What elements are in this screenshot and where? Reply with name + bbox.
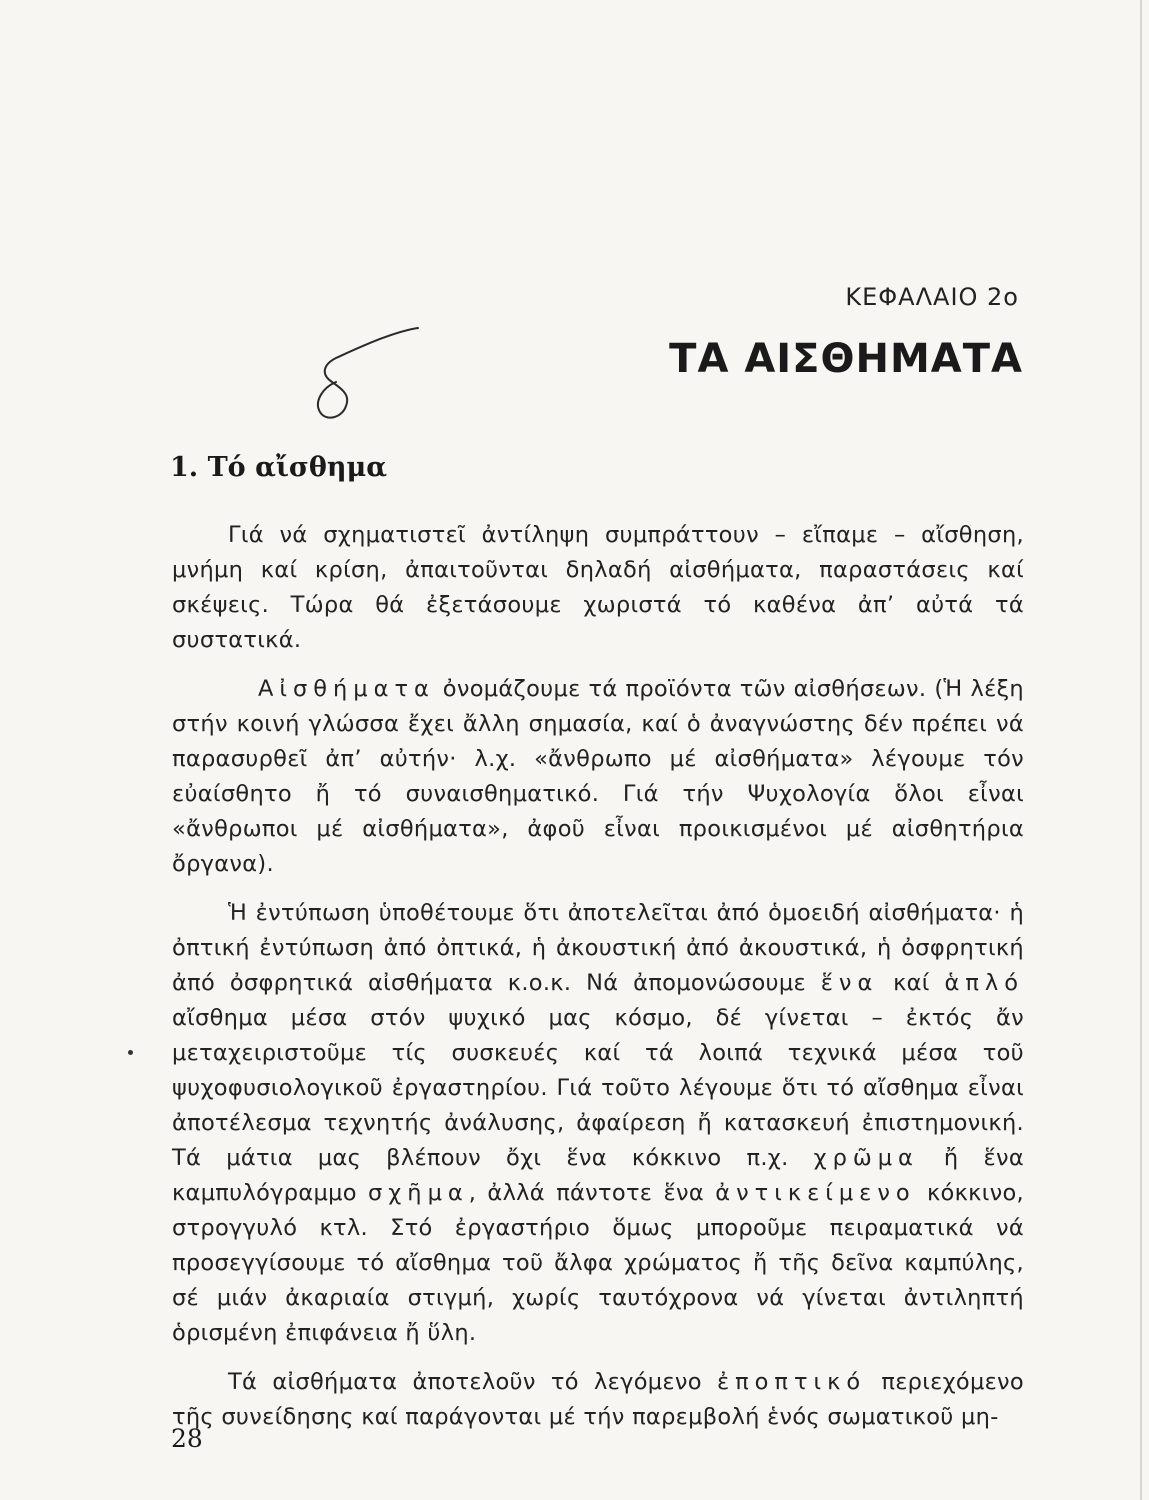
paragraph-2	[172, 672, 1024, 882]
paragraph-3-text-c: καί	[878, 970, 945, 996]
page-number: 28	[171, 1424, 203, 1453]
paragraph-4-text-a: Τά αἰσθήματα ἀποτελοῦν τό λεγόμενο	[228, 1369, 717, 1395]
paragraph-3-text-e: αἴσθημα μέσα στόν ψυχικό μας κόσμο, δέ γίνεται – ἐκτός ἄν μεταχειριστοῦμε τίς συσκευές καί τά λοιπά τεχνικά μέσα τοῦ ψυχοφυσιολογικοῦ ἐργαστηρίου. Γιά τοῦτο λέγουμε ὅτι τό αἴσθημα εἶναι ἀποτέλεσμα τεχνητής ἀνάλυσης, ἀφαίρεση ἤ κατασκευή ἐπιστημονική. Τά μάτια μας βλέπουν ὄχι ἕνα κόκκινο π.χ.	[172, 1005, 1024, 1171]
chapter-title: ΤΑ ΑΙΣΘΗΜΑΤΑ	[669, 336, 1023, 382]
paragraph-3-text-a: Ἡ ἐντύπωση ὑποθέτουμε ὅτι ἀποτελεῖται ἀπό ὁμοειδή αἰσθήματα· ἡ ὀπτική ἐντύπωση ἀπό ὀπτικά, ἡ ἀκουστική ἀπό ἀκουστικά, ἡ ὀσφρητική ἀπό ὀσφρητικά αἰσθήματα κ.ο.κ. Νά ἀπομονώσουμε	[172, 900, 1024, 996]
emphasis-schima: σχῆμα	[368, 1180, 469, 1206]
paragraph-1: Γιά νά σχηματιστεῖ ἀντίληψη συμπράττουν – εἴπαμε – αἴσθηση, μνήμη καί κρίση, ἀπαιτοῦνται δηλαδή αἰσθήματα, παραστάσεις καί σκέψεις. Τώρα θά ἐξετάσουμε χωριστά τό καθένα ἀπ’ αὐτά τά συστατικά.	[172, 522, 1024, 653]
emphasis-aplo: ἁπλό	[944, 970, 1024, 996]
paragraph-3	[172, 896, 1024, 1351]
paragraph-4-text-c: περιεχόμενο τῆς συνείδησης καί παράγονται μέ τήν παρεμβολή ἑνός σωματικοῦ μη-	[172, 1369, 1024, 1430]
emphasis-ena: ἕνα	[820, 970, 879, 996]
paragraph-3-text-k: κόκκινο, στρογγυλό κτλ. Στό ἐργαστήριο ὅμως μποροῦμε πειραματικά νά προσεγγίσουμε τό αἴσθημα τοῦ ἄλφα χρώματος ἤ τῆς δεῖνα καμπύλης, σέ μιάν ἀκαριαία στιγμή, χωρίς ταυτόχρονα νά γίνεται ἀντιληπτή ὁρισμένη ἐπιφάνεια ἤ ὕλη.	[172, 1180, 1024, 1346]
paragraph-2-text: ὀνομάζουμε τά προϊόντα τῶν αἰσθήσεων. (Ἡ λέξη στήν κοινή γλώσσα ἔχει ἄλλη σημασία, καί ὁ ἀναγνώστης δέν πρέπει νά παρασυρθεῖ ἀπ’ αὐτήν· λ.χ. «ἄνθρωπο μέ αἰσθήματα» λέγουμε τόν εὐαίσθητο ἤ τό συναισθηματικό. Γιά τήν Ψυχολογία ὅλοι εἶναι «ἄνθρωποι μέ αἰσθήματα», ἀφοῦ εἶναι προικισμένοι μέ αἰσθητήρια ὄργανα).	[172, 676, 1024, 877]
page-edge	[1140, 0, 1142, 1500]
paragraph-3-text-i: , ἀλλά πάντοτε ἕνα	[468, 1180, 716, 1206]
body-text	[172, 518, 1024, 1449]
emphasis-chroma: χρῶμα	[813, 1145, 919, 1171]
emphasis-epoptiko: ἐποπτικό	[716, 1369, 867, 1395]
section-heading: 1. Τό αἴσθημα	[170, 452, 388, 483]
handwritten-pen-mark	[300, 322, 420, 432]
paragraph-4	[172, 1365, 1024, 1435]
term-aisthimata: Αἰσθήματα	[258, 676, 435, 702]
emphasis-antikeimeno: ἀντικείμενο	[715, 1180, 916, 1206]
stray-ink-dot	[128, 1050, 133, 1055]
chapter-label: ΚΕΦΑΛΑΙΟ 2ο	[845, 283, 1019, 311]
paragraph-3-text-g: ἤ ἕνα καμπυλόγραμμο	[172, 1145, 1024, 1206]
